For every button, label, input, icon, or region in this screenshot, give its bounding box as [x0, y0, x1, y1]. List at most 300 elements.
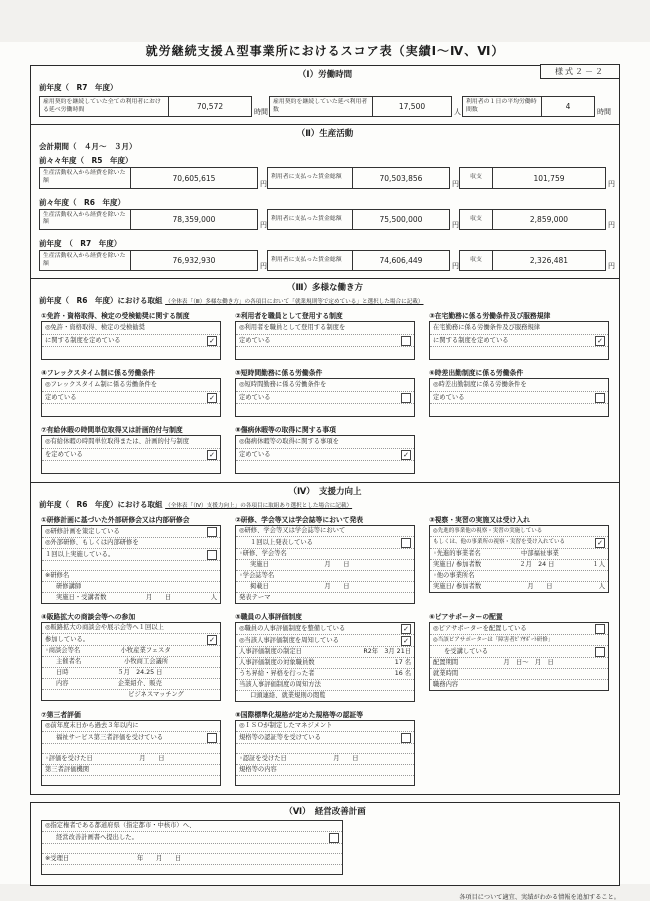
- blank-row: [42, 776, 220, 785]
- net-income-label: 生産活動収入から経費を除いた額: [39, 167, 131, 188]
- row-label: 発表テーマ: [239, 594, 271, 602]
- form-row: [42, 754, 220, 765]
- row-value: 月 日～ 月 日: [503, 659, 554, 667]
- balance-value: 2,859,000: [492, 209, 606, 230]
- row-label: 規格等の内容: [239, 766, 277, 774]
- row-label: うち昇給・昇格を行った者: [239, 670, 315, 678]
- row-value: 小牧産業フェスタ: [120, 647, 171, 655]
- thirdparty-eval-checkbox[interactable]: [207, 733, 217, 743]
- training-held-checkbox[interactable]: [207, 550, 217, 560]
- wages-paid-label: 利用者に支払った賃金総額: [267, 167, 353, 188]
- row-label: 定めている: [45, 393, 77, 401]
- production-fields: [31, 208, 619, 237]
- row-label: 在宅勤務に係る労働条件及び服務規律: [433, 324, 541, 332]
- total-users-unit: 人: [454, 108, 461, 117]
- form-row: [42, 526, 220, 538]
- row-value: 年 月 日: [137, 855, 182, 863]
- wages-paid-field: [267, 209, 459, 230]
- net-income-unit: 円: [260, 262, 267, 271]
- section-support-improvement: [30, 482, 620, 795]
- row-value: 月 日: [527, 583, 553, 591]
- item-title: ⑥ピアサポーターの配置: [429, 613, 503, 622]
- presentation-checkbox[interactable]: [401, 538, 411, 548]
- blank-row: [42, 461, 220, 473]
- row-label: 実施日/ 参加者数: [433, 583, 482, 591]
- form-row: [430, 669, 608, 680]
- total-labor-hours-field: [39, 96, 268, 117]
- item-flextime: [41, 367, 221, 417]
- item-title: ③視察・実習の実施又は受け入れ: [429, 516, 530, 525]
- row-label: ◎有給休暇の時間単位取得または、計画的付与制度: [45, 438, 190, 446]
- row-label: ◎傷病休暇等の取得に関する事項を: [239, 438, 339, 446]
- blank-row: [42, 561, 220, 571]
- training-plan-checkbox[interactable]: [207, 527, 217, 537]
- form-row: [430, 335, 608, 348]
- accounting-period: 会計期間（ ４月～ ３月）: [39, 142, 137, 152]
- item-iso-cert: [235, 709, 415, 786]
- form-row: [42, 593, 220, 603]
- row-label: ※受理日: [45, 855, 70, 863]
- row-value: 月 日: [139, 755, 165, 763]
- year-label: 前年度 （ R7 年度）: [39, 239, 122, 249]
- wages-paid-field: [267, 167, 459, 188]
- item-thirdparty-eval: [41, 709, 221, 786]
- shorttime-work-checkbox[interactable]: [401, 393, 411, 403]
- item-hr-evaluation: [235, 611, 415, 702]
- form-row: [42, 679, 220, 690]
- row-value: R2年 3月 21日: [363, 648, 411, 656]
- row-label: 内容: [56, 680, 69, 688]
- row-label: 職務内容: [433, 681, 459, 689]
- row-label: ◦他の事業所名: [433, 572, 475, 580]
- balance-label: 収支: [459, 167, 493, 188]
- diverse-work-period: [31, 294, 619, 308]
- item-sick-leave: [235, 424, 415, 474]
- form-row: [42, 322, 220, 335]
- form-row: [236, 560, 414, 571]
- form-row: [430, 322, 608, 335]
- form-row: [42, 765, 220, 776]
- row-value: 月 日: [145, 594, 172, 602]
- flextime-checkbox[interactable]: ✓: [207, 393, 217, 403]
- balance-field: [459, 250, 615, 271]
- blank-row: [236, 404, 414, 416]
- item-title: ⑧傷病休暇等の取得に関する事項: [235, 426, 336, 435]
- item-staff-promotion: [235, 310, 415, 360]
- row-value: 17 名: [394, 659, 411, 667]
- blank-row: [42, 404, 220, 416]
- year-label: 前々々年度（ R5 年度）: [39, 156, 133, 166]
- form-row: [42, 690, 220, 700]
- labor-hours-period: 前年度（ R7 年度）: [39, 83, 118, 92]
- row-label: ◎前年度末日から過去３年以内に: [45, 722, 139, 730]
- form-row: [430, 623, 608, 635]
- form-row: [236, 658, 414, 669]
- total-users-value: 17,500: [372, 96, 452, 117]
- form-row: [42, 392, 220, 405]
- production-row-r5: [31, 154, 619, 195]
- labor-hours-fields: [31, 95, 619, 124]
- row-label: 定めている: [433, 393, 465, 401]
- item-title: ④フレックスタイム制に係る労働条件: [41, 369, 155, 378]
- form-row: [236, 549, 414, 560]
- row-label: ◎免許・資格取得、検定の受検勧奨: [45, 324, 145, 332]
- row-value: 小牧商工会議所: [124, 658, 169, 666]
- row-label: ◎短時間勤務に係る労働条件を: [239, 381, 327, 389]
- balance-unit: 円: [608, 262, 615, 271]
- form-row: [42, 549, 220, 561]
- form-row: [42, 571, 220, 582]
- row-label: 主催者名: [56, 658, 82, 666]
- row-label: １回以上実施している。: [45, 550, 115, 558]
- avg-daily-hours-label: 利用者の１日の平均労働時間数: [462, 96, 542, 117]
- row-label: ◎時差出勤制度に係る労働条件を: [433, 381, 527, 389]
- net-income-label: 生産活動収入から経費を除いた額: [39, 250, 131, 271]
- row-unit: 人: [210, 594, 217, 602]
- form-row: [42, 335, 220, 348]
- row-label: ◎職員の人事評価制度を整備している: [239, 624, 346, 632]
- form-row: [236, 623, 414, 635]
- row-value: ２月 24 日: [519, 561, 555, 569]
- form-row: [430, 560, 608, 571]
- row-label: 実施日・受講者数: [56, 594, 107, 602]
- paid-leave-checkbox[interactable]: ✓: [207, 450, 217, 460]
- form-row: [236, 647, 414, 658]
- form-row: [236, 732, 414, 744]
- form-row: [236, 691, 414, 701]
- avg-daily-hours-unit: 時間: [597, 108, 611, 117]
- blank-row: [42, 347, 220, 359]
- period-text: 前年度（ R6 年度）における取組: [39, 296, 163, 306]
- section-labor-hours-header: （Ⅰ）労働時間: [297, 70, 353, 80]
- row-value: 企業紹介、販売: [117, 680, 162, 688]
- form-row: [430, 646, 608, 658]
- balance-value: 101,759: [492, 167, 606, 188]
- net-income-unit: 円: [260, 221, 267, 230]
- row-label: ◎ピアサポーターを配置している: [433, 624, 527, 632]
- row-label: ◦認証を受けた日: [239, 755, 287, 763]
- item-title: ⑤職員の人事評価制度: [235, 613, 302, 622]
- item-tradeshow: [41, 611, 221, 701]
- item-title: ②利用者を職員として登用する制度: [235, 312, 343, 321]
- row-label: 配置期間: [433, 659, 459, 667]
- staff-promotion-checkbox[interactable]: [401, 336, 411, 346]
- balance-value: 2,326,481: [492, 250, 606, 271]
- row-label: 定めている: [239, 450, 271, 458]
- blank-row: [42, 865, 342, 874]
- period-note: （全体表「（Ⅳ）支援力向上」の各項目に取組あり選択とした場合に記載）: [165, 503, 353, 510]
- row-label: に関する制度を定めている: [433, 336, 509, 344]
- row-label: 人事評価制度の対象職員数: [239, 659, 315, 667]
- net-income-value: 70,605,615: [130, 167, 258, 188]
- blank-row: [42, 744, 220, 754]
- section-diverse-work: [30, 278, 620, 483]
- balance-field: [459, 167, 615, 188]
- total-labor-hours-label: 雇用契約を継続していた全ての利用者における延べ労働時間: [39, 96, 169, 117]
- sick-leave-checkbox[interactable]: ✓: [401, 450, 411, 460]
- item-title: ④販路拡大の商談会等への参加: [41, 613, 136, 622]
- form-row: [430, 526, 608, 537]
- section-support-header: （Ⅳ） 支援力向上: [288, 487, 362, 498]
- form-row: [42, 449, 220, 462]
- form-row: [42, 854, 342, 865]
- row-unit: １人: [592, 561, 605, 569]
- form-row: [430, 392, 608, 405]
- form-row: [236, 754, 414, 765]
- production-row-r7: [31, 237, 619, 278]
- form-row: [42, 732, 220, 744]
- blank-row: [430, 347, 608, 359]
- form-row: [236, 526, 414, 537]
- form-row: [42, 436, 220, 449]
- production-fields: [31, 249, 619, 278]
- wages-paid-unit: 円: [452, 221, 459, 230]
- avg-daily-hours-value: 4: [541, 96, 595, 117]
- row-label: に関する制度を定めている: [45, 336, 121, 344]
- form-row: [42, 668, 220, 679]
- form-row: [236, 669, 414, 680]
- row-label: ◦評価を受けた日: [45, 755, 93, 763]
- row-value: 中部福祉事業: [521, 550, 559, 558]
- item-title: ①研修計画に基づいた外部研修会又は内部研修会: [41, 516, 190, 525]
- row-label: 参加している。: [45, 635, 90, 643]
- item-title: ①免許・資格取得、検定の受検勧奨に関する制度: [41, 312, 190, 321]
- row-label: ◎先進的事業他の視察・実習の実施している: [433, 527, 543, 534]
- row-label: 研修講師: [56, 583, 82, 591]
- total-labor-hours-value: 70,572: [168, 96, 252, 117]
- form-row: [236, 593, 414, 603]
- net-income-label: 生産活動収入から経費を除いた額: [39, 209, 131, 230]
- row-value: 月 日: [333, 755, 359, 763]
- form-row: [430, 680, 608, 690]
- item-presentation: [235, 514, 415, 604]
- wages-paid-label: 利用者に支払った賃金総額: [267, 250, 353, 271]
- row-label: 口頭連絡、就業規則の閲覧: [250, 692, 326, 700]
- row-label: ◎外部研修、もしくは内部研修を: [45, 539, 139, 547]
- form-row: [236, 392, 414, 405]
- row-label: １回以上発表している: [250, 538, 313, 546]
- form-row: [42, 657, 220, 668]
- balance-label: 収支: [459, 250, 493, 271]
- blank-row: [430, 404, 608, 416]
- page-title: 就労継続支援Ａ型事業所におけるスコア表（実績Ⅰ～Ⅳ、Ⅵ）: [145, 44, 505, 58]
- row-label: 定めている: [239, 393, 271, 401]
- row-label: ◦学会誌等名: [239, 572, 275, 580]
- net-income-value: 76,932,930: [130, 250, 258, 271]
- form-row: [42, 646, 220, 657]
- row-value: ５月 24.25 日: [117, 669, 163, 677]
- form-row: [236, 322, 414, 335]
- row-label: 福祉サービス第三者評価を受けている: [56, 733, 164, 741]
- form-row: [42, 821, 342, 832]
- row-label: ◦先進的事業者名: [433, 550, 481, 558]
- item-license-support: [41, 310, 221, 360]
- staggered-hours-checkbox[interactable]: [595, 393, 605, 403]
- peer-trained-checkbox[interactable]: [595, 647, 605, 657]
- row-label: 日時: [56, 669, 69, 677]
- row-label: 経営改善計画書へ提出した。: [56, 833, 138, 841]
- net-income-unit: 円: [260, 179, 267, 188]
- form-row: [42, 582, 220, 593]
- row-label: を定めている: [45, 450, 83, 458]
- wages-paid-label: 利用者に支払った賃金総額: [267, 209, 353, 230]
- section-production: [30, 124, 620, 279]
- balance-field: [459, 209, 615, 230]
- wages-paid-value: 75,500,000: [352, 209, 450, 230]
- item-title: ⑤短時間勤務に係る労働条件: [235, 369, 323, 378]
- total-users-field: [269, 96, 461, 117]
- footer-note: 各項目について適宜、実績がわかる情報を追加すること。: [459, 894, 620, 901]
- peer-assigned-checkbox[interactable]: [595, 624, 605, 634]
- form-row: [430, 571, 608, 582]
- net-income-field: [39, 209, 267, 230]
- blank-row: [236, 347, 414, 359]
- plan-submitted-checkbox[interactable]: [329, 833, 339, 843]
- observation-checkbox[interactable]: ✓: [595, 538, 605, 548]
- row-label: ◎フレックスタイム制に係る労働条件を: [45, 381, 158, 389]
- net-income-field: [39, 167, 267, 188]
- wages-paid-unit: 円: [452, 262, 459, 271]
- row-label: ◎当該ピアサポーターは「障害者ﾋﾟｱｻﾎﾟｰﾄ研修」: [433, 636, 554, 643]
- blank-row: [236, 776, 414, 785]
- total-labor-hours-unit: 時間: [254, 108, 268, 117]
- item-title: ⑦有給休暇の時間単位取得又は計画的付与制度: [41, 426, 183, 435]
- net-income-field: [39, 250, 267, 271]
- balance-label: 収支: [459, 209, 493, 230]
- row-value: 16 名: [394, 670, 411, 678]
- form-row: [236, 379, 414, 392]
- form-row: [236, 335, 414, 348]
- row-label: ◦商談会等名: [45, 647, 81, 655]
- form-row: [430, 582, 608, 592]
- row-value: 月 日: [324, 561, 350, 569]
- management-plan-box: [41, 820, 343, 875]
- year-label: 前々年度（ R6 年度）: [39, 197, 125, 207]
- scanned-form-page: [0, 42, 650, 901]
- balance-unit: 円: [608, 221, 615, 230]
- form-row: [236, 436, 414, 449]
- hr-notify-checkbox[interactable]: ✓: [401, 636, 411, 646]
- item-peer-supporter: [429, 611, 609, 691]
- period-text: 前年度（ R6 年度）における取組: [39, 500, 163, 510]
- form-row: [236, 571, 414, 582]
- form-row: [42, 379, 220, 392]
- item-title: ⑦第三者評価: [41, 711, 81, 720]
- support-grid: [31, 512, 619, 794]
- item-paid-leave: [41, 424, 221, 474]
- management-plan-body: [31, 818, 619, 885]
- form-row: [430, 379, 608, 392]
- item-training: [41, 514, 221, 604]
- form-row: [430, 658, 608, 669]
- row-label: 就業時間: [433, 670, 459, 678]
- section-management-plan-header: （Ⅵ） 経営改善計画: [284, 807, 366, 818]
- total-users-label: 雇用契約を継続していた延べ利用者数: [269, 96, 373, 117]
- item-title: ⑥時差出勤制度に係る労働条件: [429, 369, 524, 378]
- wages-paid-value: 70,503,856: [352, 167, 450, 188]
- item-shorttime-work: [235, 367, 415, 417]
- row-label: ※研修名: [45, 572, 70, 580]
- form-row: [430, 537, 608, 549]
- production-fields: [31, 166, 619, 195]
- blank-row: [42, 844, 342, 854]
- form-row: [42, 721, 220, 732]
- row-label: 実施日: [250, 561, 269, 569]
- row-unit: 人: [598, 583, 605, 591]
- wages-paid-field: [267, 250, 459, 271]
- row-label: もしくは、他の事業所の視察・実習を受け入れている: [433, 539, 566, 546]
- form-row: [42, 634, 220, 646]
- blank-row: [236, 461, 414, 473]
- period-note: （全体表「（Ⅲ）多様な働き方」の各項目において「就業規則等で定めている」と選択した場合に記載）: [165, 299, 424, 306]
- row-label: ◎研修、学会等又は学会誌等において: [239, 527, 346, 535]
- item-title: ③在宅勤務に係る労働条件及び服務規律: [429, 312, 551, 321]
- form-row: [430, 635, 608, 646]
- form-row: [236, 635, 414, 647]
- form-row: [42, 832, 342, 844]
- row-label: ◦研修、学会等名: [239, 550, 287, 558]
- section-management-plan: [30, 802, 620, 886]
- wages-paid-value: 74,606,449: [352, 250, 450, 271]
- iso-cert-checkbox[interactable]: [401, 733, 411, 743]
- section-labor-hours: [30, 65, 620, 125]
- form-row: [236, 765, 414, 776]
- blank-row: [236, 744, 414, 754]
- support-period: [31, 498, 619, 512]
- form-row: [236, 582, 414, 593]
- row-label: 実施日/ 参加者数: [433, 561, 482, 569]
- form-row: [236, 680, 414, 691]
- net-income-value: 78,359,000: [130, 209, 258, 230]
- row-label: 掲載日: [250, 583, 269, 591]
- row-label: ◎指定権者である都道府県（指定都市・中核市）へ、: [45, 822, 196, 830]
- row-value: ビジネスマッチング: [128, 691, 184, 699]
- form-row: [236, 537, 414, 549]
- form-row: [236, 721, 414, 732]
- row-value: 月 日: [324, 583, 350, 591]
- section-diverse-work-header: （Ⅲ）多様な働き方: [286, 283, 364, 294]
- row-label: 第三者評価機関: [45, 766, 90, 774]
- form-code-badge: 様式２－２: [540, 64, 620, 79]
- wages-paid-unit: 円: [452, 179, 459, 188]
- item-remote-work: [429, 310, 609, 360]
- row-label: 規格等の認証等を受けている: [239, 733, 321, 741]
- license-support-checkbox[interactable]: ✓: [207, 336, 217, 346]
- remote-work-checkbox[interactable]: ✓: [595, 336, 605, 346]
- avg-daily-hours-field: [462, 96, 611, 117]
- diverse-work-grid: [31, 308, 619, 482]
- form-row: [42, 623, 220, 634]
- tradeshow-checkbox[interactable]: ✓: [207, 635, 217, 645]
- row-label: 当該人事評価制度の周知方法: [239, 681, 321, 689]
- item-staggered-hours: [429, 367, 609, 417]
- item-observation: [429, 514, 609, 593]
- row-label: ◎利用者を職員として登用する制度を: [239, 324, 346, 332]
- balance-unit: 円: [608, 179, 615, 188]
- form-row: [430, 549, 608, 560]
- form-row: [236, 449, 414, 462]
- form-row: [42, 538, 220, 549]
- row-label: ◎当該人事評価制度を周知している: [239, 636, 339, 644]
- production-row-r6: [31, 196, 619, 237]
- item-title: ⑧国際標準化規格が定めた規格等の認証等: [235, 711, 364, 720]
- item-title: ②研修、学会等又は学会誌等において発表: [235, 516, 364, 525]
- row-label: ◎研修計画を策定している: [45, 527, 120, 535]
- row-label: 定めている: [239, 336, 271, 344]
- section-production-header: （Ⅱ）生産活動: [296, 129, 354, 140]
- row-label: 人事評価制度の制定日: [239, 648, 302, 656]
- hr-system-checkbox[interactable]: ✓: [401, 624, 411, 634]
